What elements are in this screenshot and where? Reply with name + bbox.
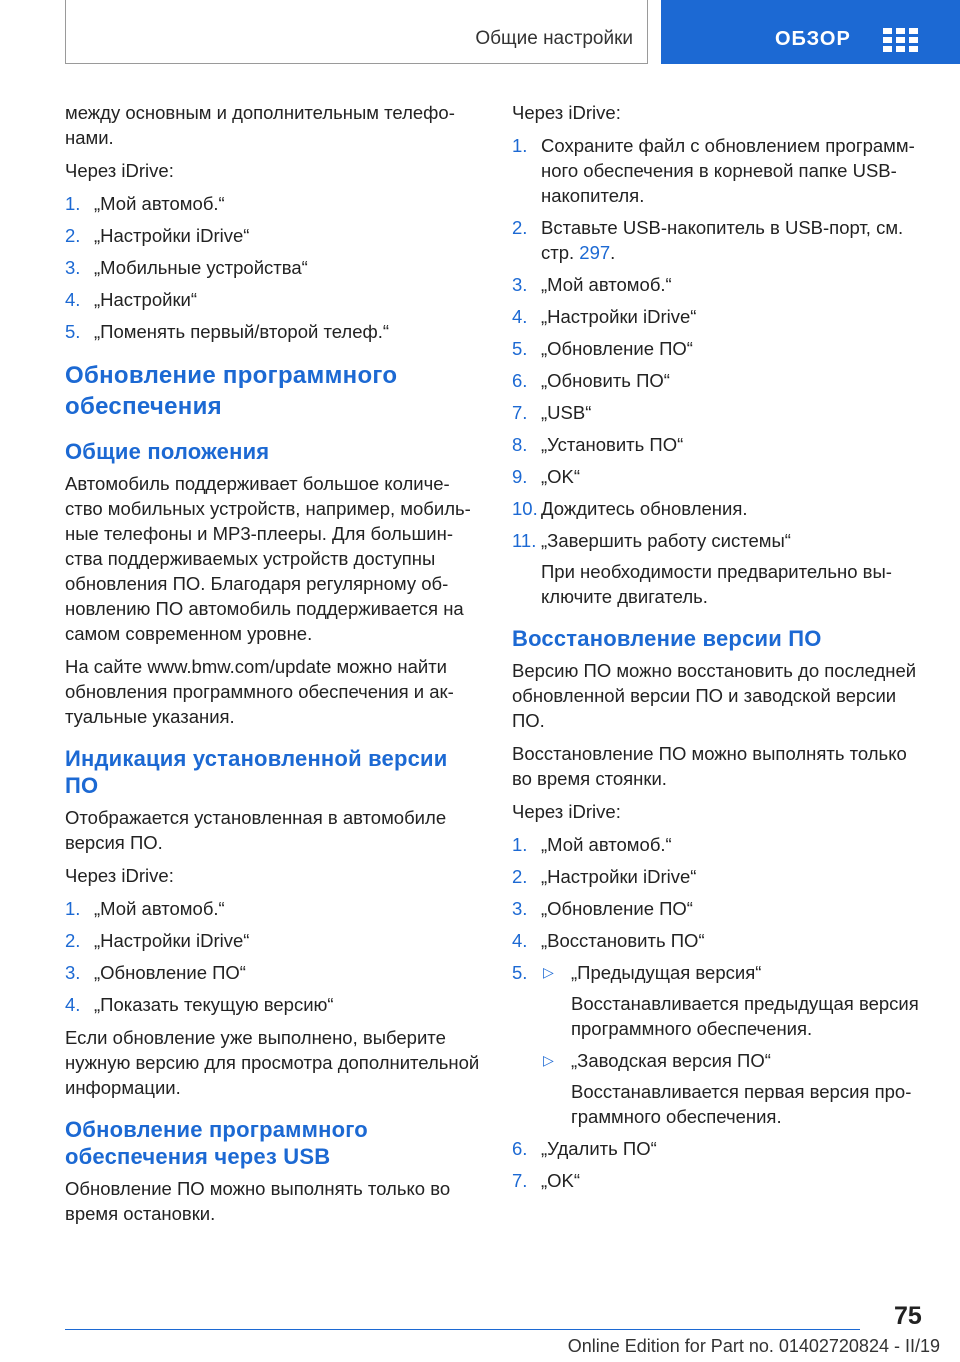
overview-tab[interactable] bbox=[661, 0, 960, 64]
list-item bbox=[65, 287, 480, 312]
step-text: „Обновление ПО“ bbox=[94, 962, 246, 983]
sub-option bbox=[541, 960, 930, 1041]
header-section-box bbox=[65, 0, 648, 64]
step-number: 4. bbox=[512, 930, 528, 951]
step-number: 11. bbox=[512, 530, 537, 551]
step-text: „Настройки“ bbox=[94, 289, 198, 310]
list-item bbox=[65, 960, 480, 985]
step-text: „Настройки iDrive“ bbox=[94, 930, 250, 951]
heading-general: Общие положения bbox=[65, 439, 270, 464]
installed-version-paragraph: Отображается установленная в автомобиле версия ПО. bbox=[65, 807, 447, 853]
intro-text: между основным и дополнительным телефонами. bbox=[65, 102, 455, 148]
list-item bbox=[512, 464, 930, 489]
step-number: 3. bbox=[512, 274, 528, 295]
step-note: При необходимости предварительно выключите двигатель. bbox=[541, 561, 892, 607]
step-number: 5. bbox=[512, 962, 528, 983]
list-item bbox=[512, 1168, 930, 1193]
via-idrive-label: Через iDrive: bbox=[512, 102, 621, 123]
grid-icon bbox=[883, 28, 919, 52]
step-number: 3. bbox=[65, 257, 81, 278]
step-number: 10. bbox=[512, 498, 538, 519]
step-text: Дождитесь обновления. bbox=[541, 498, 748, 519]
step-text: „Удалить ПО“ bbox=[541, 1138, 657, 1159]
steps-list-usb bbox=[512, 133, 930, 609]
step-number: 6. bbox=[512, 370, 528, 391]
restore-paragraph-1: Версию ПО можно восстановить до последней обновленной версии ПО и заводской версии ПО. bbox=[512, 660, 917, 731]
step-text: „Поменять первый/второй телеф.“ bbox=[94, 321, 390, 342]
steps-list-restore bbox=[512, 832, 930, 1193]
page-number: 75 bbox=[894, 1302, 922, 1330]
step-text bbox=[541, 215, 930, 265]
step-text: „Мой автомоб.“ bbox=[541, 274, 672, 295]
list-item bbox=[512, 368, 930, 393]
list-item bbox=[512, 1136, 930, 1161]
heading-usb-update: Обновление программного обеспечения через USB bbox=[65, 1117, 368, 1169]
step-number: 2. bbox=[65, 930, 81, 951]
list-item bbox=[512, 432, 930, 457]
restore-paragraph-2: Восстановление ПО можно выполнять только во время стоянки. bbox=[512, 743, 907, 789]
page-link[interactable]: 297 bbox=[579, 242, 611, 263]
section-title: Общие настройки bbox=[475, 28, 633, 49]
step-text: „Восстановить ПО“ bbox=[541, 930, 705, 951]
step-text: „USB“ bbox=[541, 402, 592, 423]
step-text: „OK“ bbox=[541, 466, 581, 487]
step-number: 7. bbox=[512, 1170, 528, 1191]
list-item bbox=[512, 960, 930, 1129]
triangle-bullet-icon: ▷ bbox=[543, 1052, 554, 1068]
list-item bbox=[512, 928, 930, 953]
step-text: „Показать текущую версию“ bbox=[94, 994, 334, 1015]
step-number: 7. bbox=[512, 402, 528, 423]
steps-list-phone bbox=[65, 191, 480, 344]
list-item bbox=[512, 832, 930, 857]
sub-options bbox=[541, 960, 930, 1129]
list-item bbox=[512, 133, 930, 208]
step-number: 1. bbox=[512, 834, 528, 855]
step-text-after-link: . bbox=[610, 242, 616, 263]
step-number: 2. bbox=[65, 225, 81, 246]
list-item bbox=[512, 400, 930, 425]
footer-rule bbox=[65, 1329, 860, 1330]
step-text: „Обновление ПО“ bbox=[541, 898, 693, 919]
step-text: „Завершить работу системы“ bbox=[541, 530, 791, 551]
triangle-bullet-icon: ▷ bbox=[543, 964, 554, 980]
via-idrive-label: Через iDrive: bbox=[65, 160, 174, 181]
sub-option-note: Восстанавливается первая версия программного обеспечения. bbox=[571, 1081, 912, 1127]
step-number: 2. bbox=[512, 866, 528, 887]
right-column bbox=[512, 100, 930, 1201]
via-idrive-label: Через iDrive: bbox=[65, 865, 174, 886]
step-text: „Обновление ПО“ bbox=[541, 338, 693, 359]
step-number: 6. bbox=[512, 1138, 528, 1159]
list-item bbox=[65, 992, 480, 1017]
step-number: 1. bbox=[512, 135, 528, 156]
step-text: Сохраните файл с обновлением программного обеспечения в корневой папке USB-накопителя. bbox=[541, 135, 915, 206]
edition-text: Online Edition for Part no. 01402720824 - II/19 bbox=[567, 1336, 940, 1356]
step-number: 3. bbox=[65, 962, 81, 983]
step-number: 4. bbox=[65, 994, 81, 1015]
update-site-paragraph: На сайте www.bmw.com/update можно найти обновления программного обеспечения и актуальные указания. bbox=[65, 656, 454, 727]
via-idrive-label: Через iDrive: bbox=[512, 801, 621, 822]
list-item bbox=[512, 336, 930, 361]
sub-option bbox=[541, 1048, 930, 1129]
list-item bbox=[512, 272, 930, 297]
step-number: 1. bbox=[65, 898, 81, 919]
list-item bbox=[512, 528, 930, 609]
list-item bbox=[65, 191, 480, 216]
step-text: „Мой автомоб.“ bbox=[541, 834, 672, 855]
overview-tab-label: ОБЗОР bbox=[775, 28, 851, 50]
step-text: „Мобильные устройства“ bbox=[94, 257, 308, 278]
step-text: „Установить ПО“ bbox=[541, 434, 684, 455]
step-number: 9. bbox=[512, 466, 528, 487]
left-column bbox=[65, 100, 480, 1234]
heading-software-update: Обновление программного обеспечения bbox=[65, 362, 398, 420]
step-number: 8. bbox=[512, 434, 528, 455]
step-number: 3. bbox=[512, 898, 528, 919]
list-item bbox=[512, 864, 930, 889]
step-number: 5. bbox=[65, 321, 81, 342]
list-item bbox=[65, 928, 480, 953]
step-text: „Обновить ПО“ bbox=[541, 370, 670, 391]
step-text: „Настройки iDrive“ bbox=[541, 866, 697, 887]
sub-option-label: „Заводская версия ПО“ bbox=[571, 1050, 771, 1071]
usb-update-paragraph: Обновление ПО можно выполнять только во время остановки. bbox=[65, 1178, 451, 1224]
step-text: „OK“ bbox=[541, 1170, 581, 1191]
step-text: „Мой автомоб.“ bbox=[94, 898, 225, 919]
step-number: 1. bbox=[65, 193, 81, 214]
list-item bbox=[65, 223, 480, 248]
step-number: 4. bbox=[65, 289, 81, 310]
step-number: 2. bbox=[512, 217, 528, 238]
step-text-before-link: Вставьте USB-накопитель в USB-порт, см. стр. bbox=[541, 217, 904, 263]
heading-restore-version: Восстановление версии ПО bbox=[512, 626, 822, 651]
list-item bbox=[512, 304, 930, 329]
step-text-with-note bbox=[541, 528, 930, 609]
step-text: „Настройки iDrive“ bbox=[541, 306, 697, 327]
step-number: 4. bbox=[512, 306, 528, 327]
list-item bbox=[512, 896, 930, 921]
steps-list-version bbox=[65, 896, 480, 1017]
sub-option-note: Восстанавливается предыдущая версия программного обеспечения. bbox=[571, 993, 919, 1039]
general-paragraph: Автомобиль поддерживает большое количество мобильных устройств, например, мобильные телефоны и MP3-плееры. Для большинства поддерживаемых устройств доступны обновления ПО. Благодаря регулярному обновлению ПО автомобиль поддерживается на самом современном уровне. bbox=[65, 473, 471, 644]
sub-option-label: „Предыдущая версия“ bbox=[571, 962, 762, 983]
list-item bbox=[65, 319, 480, 344]
heading-installed-version: Индикация установленной версии ПО bbox=[65, 746, 448, 798]
list-item bbox=[512, 215, 930, 265]
list-item bbox=[65, 896, 480, 921]
step-number: 5. bbox=[512, 338, 528, 359]
step-text: „Мой автомоб.“ bbox=[94, 193, 225, 214]
list-item bbox=[512, 496, 930, 521]
list-item bbox=[65, 255, 480, 280]
step-text: „Настройки iDrive“ bbox=[94, 225, 250, 246]
after-version-paragraph: Если обновление уже выполнено, выберите нужную версию для просмотра дополнительной информации. bbox=[65, 1027, 480, 1098]
